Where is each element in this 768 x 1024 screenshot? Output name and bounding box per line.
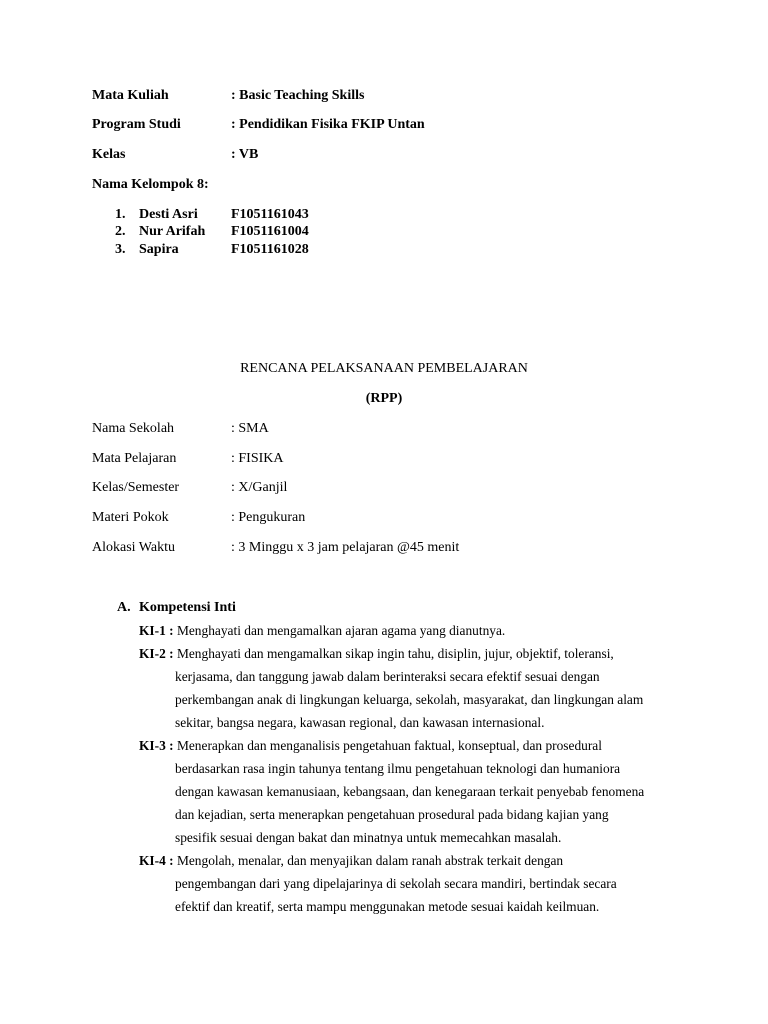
ki-3-line: spesifik sesuai dengan bakat dan minatnya untuk memecahkan masalah. (175, 830, 562, 845)
section-title: Kompetensi Inti (139, 600, 236, 615)
member-number: 1. (115, 207, 126, 222)
ki-1-line (139, 622, 505, 640)
member-nim: F1051161004 (231, 224, 309, 239)
member-nim: F1051161043 (231, 207, 309, 222)
rpp-subtitle: (RPP) (365, 391, 403, 406)
section-letter: A. (117, 600, 131, 615)
member-number: 3. (115, 242, 126, 257)
ki-3-line (139, 737, 602, 755)
field-value: : VB (231, 147, 259, 162)
member-number: 2. (115, 224, 126, 239)
ki-label: KI-3 : (139, 738, 174, 753)
rpp-title: RENCANA PELAKSANAAN PEMBELAJARAN (240, 361, 528, 376)
ki-4-line (139, 852, 563, 870)
field-label: Kelas (92, 147, 126, 162)
field-label: Materi Pokok (92, 510, 169, 525)
member-name: Sapira (139, 242, 179, 257)
member-name: Desti Asri (139, 207, 198, 222)
ki-4-line: efektif dan kreatif, serta mampu menggunakan metode sesuai kaidah keilmuan. (175, 899, 600, 914)
ki-3-line: berdasarkan rasa ingin tahunya tentang ilmu pengetahuan teknologi dan humaniora (175, 761, 621, 776)
field-value: : X/Ganjil (231, 480, 288, 495)
field-value: : FISIKA (231, 451, 284, 466)
ki-label: KI-1 : (139, 623, 174, 638)
field-value: : 3 Minggu x 3 jam pelajaran @45 menit (231, 540, 460, 555)
ki-text: Mengolah, menalar, dan menyajikan dalam ranah abstrak terkait dengan (176, 853, 564, 868)
ki-2-line: kerjasama, dan tanggung jawab dalam berinteraksi secara efektif sesuai dengan (175, 669, 600, 684)
member-nim: F1051161028 (231, 242, 309, 257)
ki-3-line: dan kejadian, serta menerapkan pengetahuan prosedural pada bidang kajian yang (175, 807, 609, 822)
field-label: Program Studi (92, 117, 181, 132)
ki-text: Menerapkan dan menganalisis pengetahuan faktual, konseptual, dan prosedural (176, 738, 602, 753)
ki-label: KI-2 : (139, 646, 174, 661)
field-value: : Basic Teaching Skills (231, 88, 365, 103)
field-value: : SMA (231, 421, 269, 436)
member-name: Nur Arifah (139, 224, 206, 239)
field-value: : Pengukuran (231, 510, 306, 525)
field-label: Mata Kuliah (92, 88, 169, 103)
field-label: Mata Pelajaran (92, 451, 177, 466)
group-label-text: Nama Kelompok 8: (92, 177, 209, 192)
field-label: Alokasi Waktu (92, 540, 175, 555)
field-value: : Pendidikan Fisika FKIP Untan (231, 117, 425, 132)
field-label: Kelas/Semester (92, 480, 180, 495)
ki-2-line (139, 645, 614, 663)
field-label: Nama Sekolah (92, 421, 175, 436)
ki-text: Menghayati dan mengamalkan ajaran agama yang dianutnya. (176, 623, 506, 638)
ki-3-line: dengan kawasan kemanusiaan, kebangsaan, dan kenegaraan terkait penyebab fenomena (175, 784, 645, 799)
ki-4-line: pengembangan dari yang dipelajarinya di sekolah secara mandiri, bertindak secara (175, 876, 617, 891)
ki-2-line: perkembangan anak di lingkungan keluarga, sekolah, masyarakat, dan lingkungan alam (175, 692, 644, 707)
ki-2-line: sekitar, bangsa negara, kawasan regional, dan kawasan internasional. (175, 715, 545, 730)
ki-text: Menghayati dan mengamalkan sikap ingin tahu, disiplin, jujur, objektif, toleransi, (176, 646, 614, 661)
ki-label: KI-4 : (139, 853, 174, 868)
